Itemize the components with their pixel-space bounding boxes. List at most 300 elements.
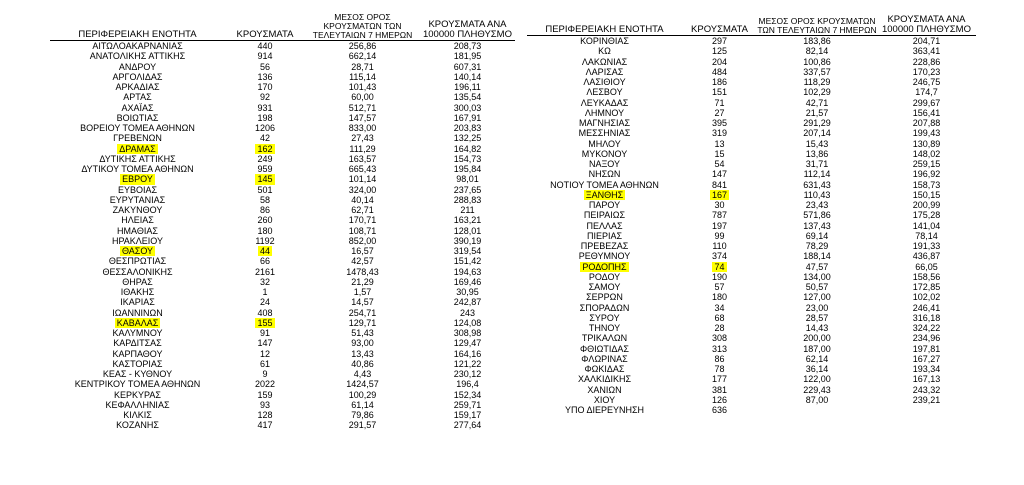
cell-per100k: [420, 103, 515, 113]
cell-avg7: [305, 308, 420, 318]
cell-unit: [527, 385, 682, 395]
cell-unit-text: ΛΕΣΒΟΥ: [586, 87, 623, 98]
cell-avg7-text: 4,43: [353, 369, 372, 379]
cell-per100k-text: 199,43: [912, 128, 941, 139]
cell-cases: [682, 333, 757, 343]
cell-unit: [527, 169, 682, 179]
cell-unit: [50, 318, 225, 328]
cell-cases: [225, 72, 305, 82]
table-body-right: [527, 36, 976, 416]
cell-unit: [527, 46, 682, 56]
cell-unit: [50, 287, 225, 297]
cell-per100k: [420, 62, 515, 72]
cell-unit-text: ΞΑΝΘΗΣ: [585, 189, 624, 200]
cell-per100k-text: 197,81: [912, 343, 941, 354]
cell-unit-text: ΚΑΛΥΜΝΟΥ: [112, 328, 163, 338]
table-row: [50, 113, 515, 123]
cell-per100k: [877, 139, 976, 149]
cell-cases: [682, 292, 757, 302]
cell-unit: [527, 159, 682, 169]
table-row: [527, 385, 976, 395]
cell-avg7-text: 87,00: [805, 394, 829, 405]
table-row: [50, 379, 515, 389]
cell-cases: [682, 190, 757, 200]
cell-unit-text: ΑΡΓΟΛΙΔΑΣ: [112, 71, 163, 82]
cell-unit-text: ΑΧΑΪΑΣ: [121, 102, 154, 113]
table-row: [527, 272, 976, 282]
cell-cases-text: 24: [259, 297, 270, 308]
cell-cases: [682, 36, 757, 47]
table-row: [527, 98, 976, 108]
cell-avg7: [305, 195, 420, 205]
cell-cases-text: 162: [257, 143, 273, 154]
cell-cases-text: 42: [259, 133, 270, 144]
cell-per100k: [420, 328, 515, 338]
cell-unit: [50, 256, 225, 266]
cell-unit: [50, 51, 225, 61]
cell-avg7: [305, 174, 420, 184]
cell-avg7: [757, 128, 877, 138]
cell-avg7: [305, 41, 420, 52]
cell-unit: [50, 92, 225, 102]
cell-per100k: [877, 323, 976, 333]
cell-avg7: [757, 385, 877, 395]
cell-unit: [50, 144, 225, 154]
cell-cases-text: 313: [711, 343, 728, 354]
cell-avg7-text: 118,29: [803, 77, 831, 87]
cell-unit-text: ΥΠΟ ΔΙΕΡΕΥΝΗΣΗ: [564, 405, 645, 415]
cell-unit-text: ΙΘΑΚΗΣ: [120, 287, 155, 297]
cell-per100k-text: 141,04: [912, 220, 941, 231]
cell-per100k-text: 156,41: [912, 107, 941, 118]
cell-avg7-text: 291,29: [803, 118, 831, 128]
cell-cases: [682, 77, 757, 87]
cell-cases: [225, 133, 305, 143]
cell-per100k: [420, 154, 515, 164]
cell-avg7-text: 137,43: [803, 220, 831, 231]
table-row: [527, 231, 976, 241]
cell-unit: [527, 251, 682, 261]
cell-per100k: [420, 256, 515, 266]
cell-unit: [50, 420, 225, 430]
cell-avg7-text: 31,71: [805, 159, 829, 169]
cell-cases-text: 91: [259, 328, 270, 338]
cell-avg7-text: 127,00: [803, 292, 831, 303]
cell-avg7: [757, 221, 877, 231]
cell-avg7: [305, 379, 420, 389]
cell-per100k: [877, 395, 976, 405]
cell-avg7: [305, 256, 420, 266]
cell-unit-text: ΔΡΑΜΑΣ: [119, 143, 156, 154]
cell-unit: [527, 98, 682, 108]
cell-avg7-text: 23,43: [805, 200, 829, 210]
cell-per100k: [420, 369, 515, 379]
cell-avg7-text: 291,57: [348, 420, 377, 431]
cell-cases-text: 145: [257, 174, 273, 185]
cell-unit-text: ΑΝΑΤΟΛΙΚΗΣ ΑΤΤΙΚΗΣ: [89, 51, 186, 62]
cell-cases-text: 408: [257, 307, 273, 318]
cell-unit-text: ΤΡΙΚΑΛΩΝ: [581, 333, 628, 344]
cell-unit: [527, 139, 682, 149]
header-per100k: ΚΡΟΥΣΜΑΤΑ ΑΝΑ 100000 ΠΛΗΘΥΣΜΟ: [881, 14, 971, 35]
cell-avg7-text: 129,71: [348, 317, 377, 328]
cell-avg7: [305, 400, 420, 410]
cell-per100k-text: 30,95: [456, 287, 479, 297]
cell-per100k: [877, 128, 976, 138]
cell-cases-text: 501: [257, 184, 273, 195]
cell-per100k: [420, 82, 515, 92]
cell-cases-text: 74: [714, 261, 725, 272]
cell-cases-text: 180: [711, 292, 728, 303]
cell-per100k-text: 154,73: [453, 153, 482, 164]
cell-cases-text: 27: [714, 107, 725, 118]
cell-cases-text: 374: [711, 251, 728, 262]
cell-per100k: [877, 282, 976, 292]
cell-avg7: [757, 231, 877, 241]
cell-avg7-text: 100,29: [348, 389, 377, 400]
cell-cases-text: 54: [714, 159, 725, 169]
cell-avg7: [757, 159, 877, 169]
cell-cases: [682, 67, 757, 77]
cell-avg7: [757, 251, 877, 261]
cell-avg7: [305, 103, 420, 113]
table-body-left: [50, 41, 515, 431]
cell-unit: [50, 133, 225, 143]
table-row: [50, 287, 515, 297]
table-row: [50, 267, 515, 277]
cell-avg7: [305, 164, 420, 174]
cell-per100k-text: 228,86: [912, 56, 941, 67]
cell-avg7-text: 101,43: [348, 82, 377, 92]
cell-avg7: [305, 72, 420, 82]
cell-cases: [682, 282, 757, 292]
cell-per100k: [877, 169, 976, 179]
cell-unit: [527, 221, 682, 231]
cell-per100k-text: 299,67: [912, 97, 941, 108]
cell-cases: [682, 108, 757, 118]
cell-unit-text: ΚΑΣΤΟΡΙΑΣ: [112, 358, 163, 369]
cell-avg7-text: 112,14: [803, 169, 831, 180]
cell-unit: [527, 231, 682, 241]
cell-per100k: [877, 344, 976, 354]
cell-per100k-text: 259,15: [912, 159, 941, 169]
cell-unit-text: ΠΙΕΡΙΑΣ: [586, 230, 623, 241]
cell-per100k-text: 196,4: [456, 379, 479, 390]
cell-unit: [50, 410, 225, 420]
cell-unit-text: ΧΙΟΥ: [593, 394, 616, 405]
table-row: [50, 195, 515, 205]
cell-cases: [682, 98, 757, 108]
cell-per100k-text: 167,13: [912, 374, 941, 385]
cell-unit: [527, 241, 682, 251]
cell-unit-text: ΚΙΛΚΙΣ: [123, 410, 152, 420]
cell-per100k: [877, 190, 976, 200]
cell-unit-text: ΑΝΔΡΟΥ: [118, 61, 157, 72]
cell-cases: [682, 395, 757, 405]
cell-cases: [682, 323, 757, 333]
cell-cases: [225, 410, 305, 420]
cell-avg7: [757, 169, 877, 179]
cell-unit-text: ΙΚΑΡΙΑΣ: [120, 297, 155, 308]
cell-cases: [225, 420, 305, 430]
cell-unit: [50, 328, 225, 338]
table-row: [50, 82, 515, 92]
cell-unit-text: ΗΜΑΘΙΑΣ: [117, 225, 158, 236]
cell-avg7: [757, 333, 877, 343]
cell-cases: [225, 113, 305, 123]
cell-per100k: [877, 200, 976, 210]
cell-unit-text: ΕΥΡΥΤΑΝΙΑΣ: [109, 194, 166, 205]
table-row: [527, 221, 976, 231]
cell-per100k-text: 316,18: [912, 312, 941, 323]
cell-unit-text: ΣΑΜΟΥ: [588, 282, 621, 292]
cell-cases: [682, 221, 757, 231]
table-row: [527, 139, 976, 149]
cell-per100k-text: 194,63: [453, 266, 482, 277]
table-row: [527, 108, 976, 118]
cell-unit-text: ΕΥΒΟΙΑΣ: [117, 184, 158, 195]
cell-unit: [527, 108, 682, 118]
cell-cases-text: 126: [711, 394, 728, 405]
cell-unit-text: ΚΟΡΙΝΘΙΑΣ: [580, 36, 629, 46]
header-unit: ΠΕΡΙΦΕΡΕΙΑΚΗ ΕΝΟΤΗΤΑ: [78, 29, 197, 40]
cell-cases: [682, 354, 757, 364]
cell-cases: [682, 46, 757, 56]
cell-per100k-text: 288,83: [453, 194, 482, 205]
cell-per100k: [420, 349, 515, 359]
cell-avg7-text: 134,00: [803, 271, 831, 282]
cell-per100k-text: 607,31: [453, 61, 482, 72]
cell-per100k: [420, 277, 515, 287]
cell-per100k-text: 246,75: [912, 77, 941, 87]
cell-cases-text: 147: [257, 338, 273, 349]
table-row: [527, 36, 976, 47]
cell-unit: [527, 210, 682, 220]
cell-avg7-text: 1478,43: [346, 266, 379, 277]
cell-avg7-text: 47,57: [805, 261, 829, 272]
cell-unit: [50, 338, 225, 348]
cell-cases-text: 931: [257, 102, 273, 113]
cell-unit: [527, 180, 682, 190]
cell-per100k-text: 363,41: [912, 46, 941, 57]
cell-cases: [225, 379, 305, 389]
table-row: [50, 164, 515, 174]
cell-unit-text: ΦΛΩΡΙΝΑΣ: [581, 353, 628, 364]
cell-unit-text: ΠΡΕΒΕΖΑΣ: [580, 241, 629, 251]
cell-cases: [682, 385, 757, 395]
cell-cases-text: 198: [257, 112, 273, 123]
cell-per100k: [420, 144, 515, 154]
cell-avg7: [757, 303, 877, 313]
cell-cases-text: 99: [714, 230, 725, 241]
cell-cases-text: 86: [714, 353, 725, 364]
cell-cases-text: 1206: [254, 123, 276, 133]
table-row: [527, 118, 976, 128]
cell-unit: [50, 277, 225, 287]
cell-avg7: [305, 144, 420, 154]
cell-per100k-text: 207,88: [912, 118, 941, 128]
cell-unit-text: ΓΡΕΒΕΝΩΝ: [113, 133, 162, 144]
cell-cases: [682, 344, 757, 354]
cell-per100k-text: 152,34: [453, 389, 482, 400]
cases-table-right: [527, 13, 976, 415]
cell-unit: [527, 282, 682, 292]
cell-unit: [50, 390, 225, 400]
cell-per100k: [877, 364, 976, 374]
cell-avg7: [757, 292, 877, 302]
cell-avg7-text: 1,57: [353, 287, 372, 297]
cell-per100k: [877, 221, 976, 231]
cell-cases-text: 155: [257, 317, 273, 328]
cell-per100k-text: 200,99: [912, 200, 941, 210]
cell-unit-text: ΜΥΚΟΝΟΥ: [581, 148, 628, 159]
cell-cases-text: 93: [259, 399, 270, 410]
cell-unit: [50, 369, 225, 379]
cell-per100k: [420, 236, 515, 246]
cell-unit-text: ΖΑΚΥΝΘΟΥ: [112, 205, 163, 215]
cell-cases-text: 177: [711, 374, 728, 385]
cell-cases: [225, 82, 305, 92]
cell-unit-text: ΡΟΔΟΠΗΣ: [582, 261, 627, 272]
cell-per100k: [877, 292, 976, 302]
cell-avg7: [757, 354, 877, 364]
cell-unit: [50, 236, 225, 246]
cell-avg7: [757, 241, 877, 251]
cell-avg7: [305, 277, 420, 287]
cell-unit-text: ΔΥΤΙΚΟΥ ΤΟΜΕΑ ΑΘΗΝΩΝ: [81, 164, 194, 174]
cell-cases-text: 249: [257, 153, 273, 164]
cell-per100k: [420, 51, 515, 61]
cell-avg7-text: 512,71: [348, 102, 377, 113]
cell-avg7-text: 852,00: [348, 235, 377, 246]
cell-per100k: [877, 405, 976, 415]
cell-per100k-text: 172,85: [912, 282, 941, 292]
cell-per100k-text: 196,92: [912, 169, 941, 180]
cell-per100k: [877, 385, 976, 395]
table-row: [50, 390, 515, 400]
cell-unit: [50, 297, 225, 307]
table-row: [50, 144, 515, 154]
cell-avg7-text: 833,00: [348, 123, 377, 133]
cell-cases-text: 180: [257, 225, 273, 236]
cell-unit: [50, 359, 225, 369]
cell-per100k-text: 193,34: [912, 364, 941, 374]
table-row: [50, 400, 515, 410]
cell-per100k: [420, 246, 515, 256]
cell-cases-text: 417: [257, 420, 273, 431]
cell-per100k: [420, 185, 515, 195]
cell-per100k: [877, 67, 976, 77]
cell-per100k-text: 159,17: [453, 410, 482, 420]
cell-cases: [225, 308, 305, 318]
cell-unit: [527, 262, 682, 272]
cell-unit: [50, 195, 225, 205]
cell-unit-text: ΗΛΕΙΑΣ: [121, 215, 154, 226]
cell-avg7: [305, 215, 420, 225]
cell-per100k-text: 132,25: [453, 133, 482, 144]
cell-avg7-text: 93,00: [351, 338, 374, 349]
cell-per100k-text: 300,03: [453, 102, 482, 113]
cell-avg7-text: 27,43: [351, 133, 374, 144]
cell-unit: [50, 82, 225, 92]
cell-per100k: [877, 333, 976, 343]
cell-unit: [50, 41, 225, 52]
cell-avg7-text: 102,29: [803, 87, 831, 98]
cell-avg7-text: 13,43: [351, 348, 374, 359]
cell-per100k: [420, 267, 515, 277]
cell-avg7-text: 69,14: [805, 230, 829, 241]
cell-cases: [225, 205, 305, 215]
cell-per100k: [420, 410, 515, 420]
cell-unit-text: ΦΘΙΩΤΙΔΑΣ: [580, 343, 629, 354]
cell-avg7-text: 187,00: [803, 343, 831, 354]
cell-per100k-text: 66,05: [915, 261, 938, 272]
cell-per100k: [420, 215, 515, 225]
table-row: [50, 51, 515, 61]
cell-cases-text: 66: [259, 256, 270, 267]
cell-per100k: [877, 262, 976, 272]
cell-unit: [50, 174, 225, 184]
cell-per100k: [877, 108, 976, 118]
cell-cases: [225, 195, 305, 205]
table-row: [50, 277, 515, 287]
table-row: [50, 308, 515, 318]
cell-cases-text: 914: [257, 51, 273, 62]
cell-per100k-text: 151,42: [453, 256, 482, 267]
cell-avg7-text: 256,86: [348, 41, 377, 51]
table-row: [527, 303, 976, 313]
cell-per100k-text: 181,95: [453, 51, 482, 62]
table-row: [527, 354, 976, 364]
cell-unit: [527, 190, 682, 200]
cell-avg7-text: 101,14: [348, 174, 377, 185]
table-row: [50, 62, 515, 72]
cell-per100k-text: 130,89: [912, 138, 941, 149]
table-row: [50, 174, 515, 184]
cell-per100k: [877, 210, 976, 220]
cell-cases: [225, 390, 305, 400]
cell-cases-text: 297: [711, 36, 728, 46]
cell-per100k: [877, 313, 976, 323]
cell-avg7: [757, 190, 877, 200]
cell-cases: [682, 262, 757, 272]
cell-unit-text: ΝΟΤΙΟΥ ΤΟΜΕΑ ΑΘΗΝΩΝ: [550, 179, 659, 190]
cell-per100k: [877, 241, 976, 251]
cell-unit: [50, 308, 225, 318]
cell-cases: [225, 62, 305, 72]
cell-cases: [225, 185, 305, 195]
cell-per100k-text: 167,91: [453, 112, 482, 123]
table-row: [527, 128, 976, 138]
cell-unit: [527, 374, 682, 384]
cell-per100k-text: 242,87: [453, 297, 482, 308]
cell-cases-text: 636: [711, 405, 728, 415]
cell-avg7-text: 79,86: [351, 410, 374, 420]
cell-unit-text: ΙΩΑΝΝΙΝΩΝ: [112, 307, 163, 318]
cell-cases: [225, 256, 305, 266]
cell-unit: [50, 123, 225, 133]
cell-unit: [527, 405, 682, 415]
table-row: [50, 256, 515, 266]
cell-per100k: [877, 303, 976, 313]
cell-per100k: [877, 180, 976, 190]
cell-cases-text: 12: [259, 348, 270, 359]
cell-per100k-text: 277,64: [453, 420, 482, 431]
cell-unit: [50, 246, 225, 256]
cell-avg7: [305, 246, 420, 256]
cell-unit: [527, 36, 682, 47]
cell-cases: [225, 144, 305, 154]
